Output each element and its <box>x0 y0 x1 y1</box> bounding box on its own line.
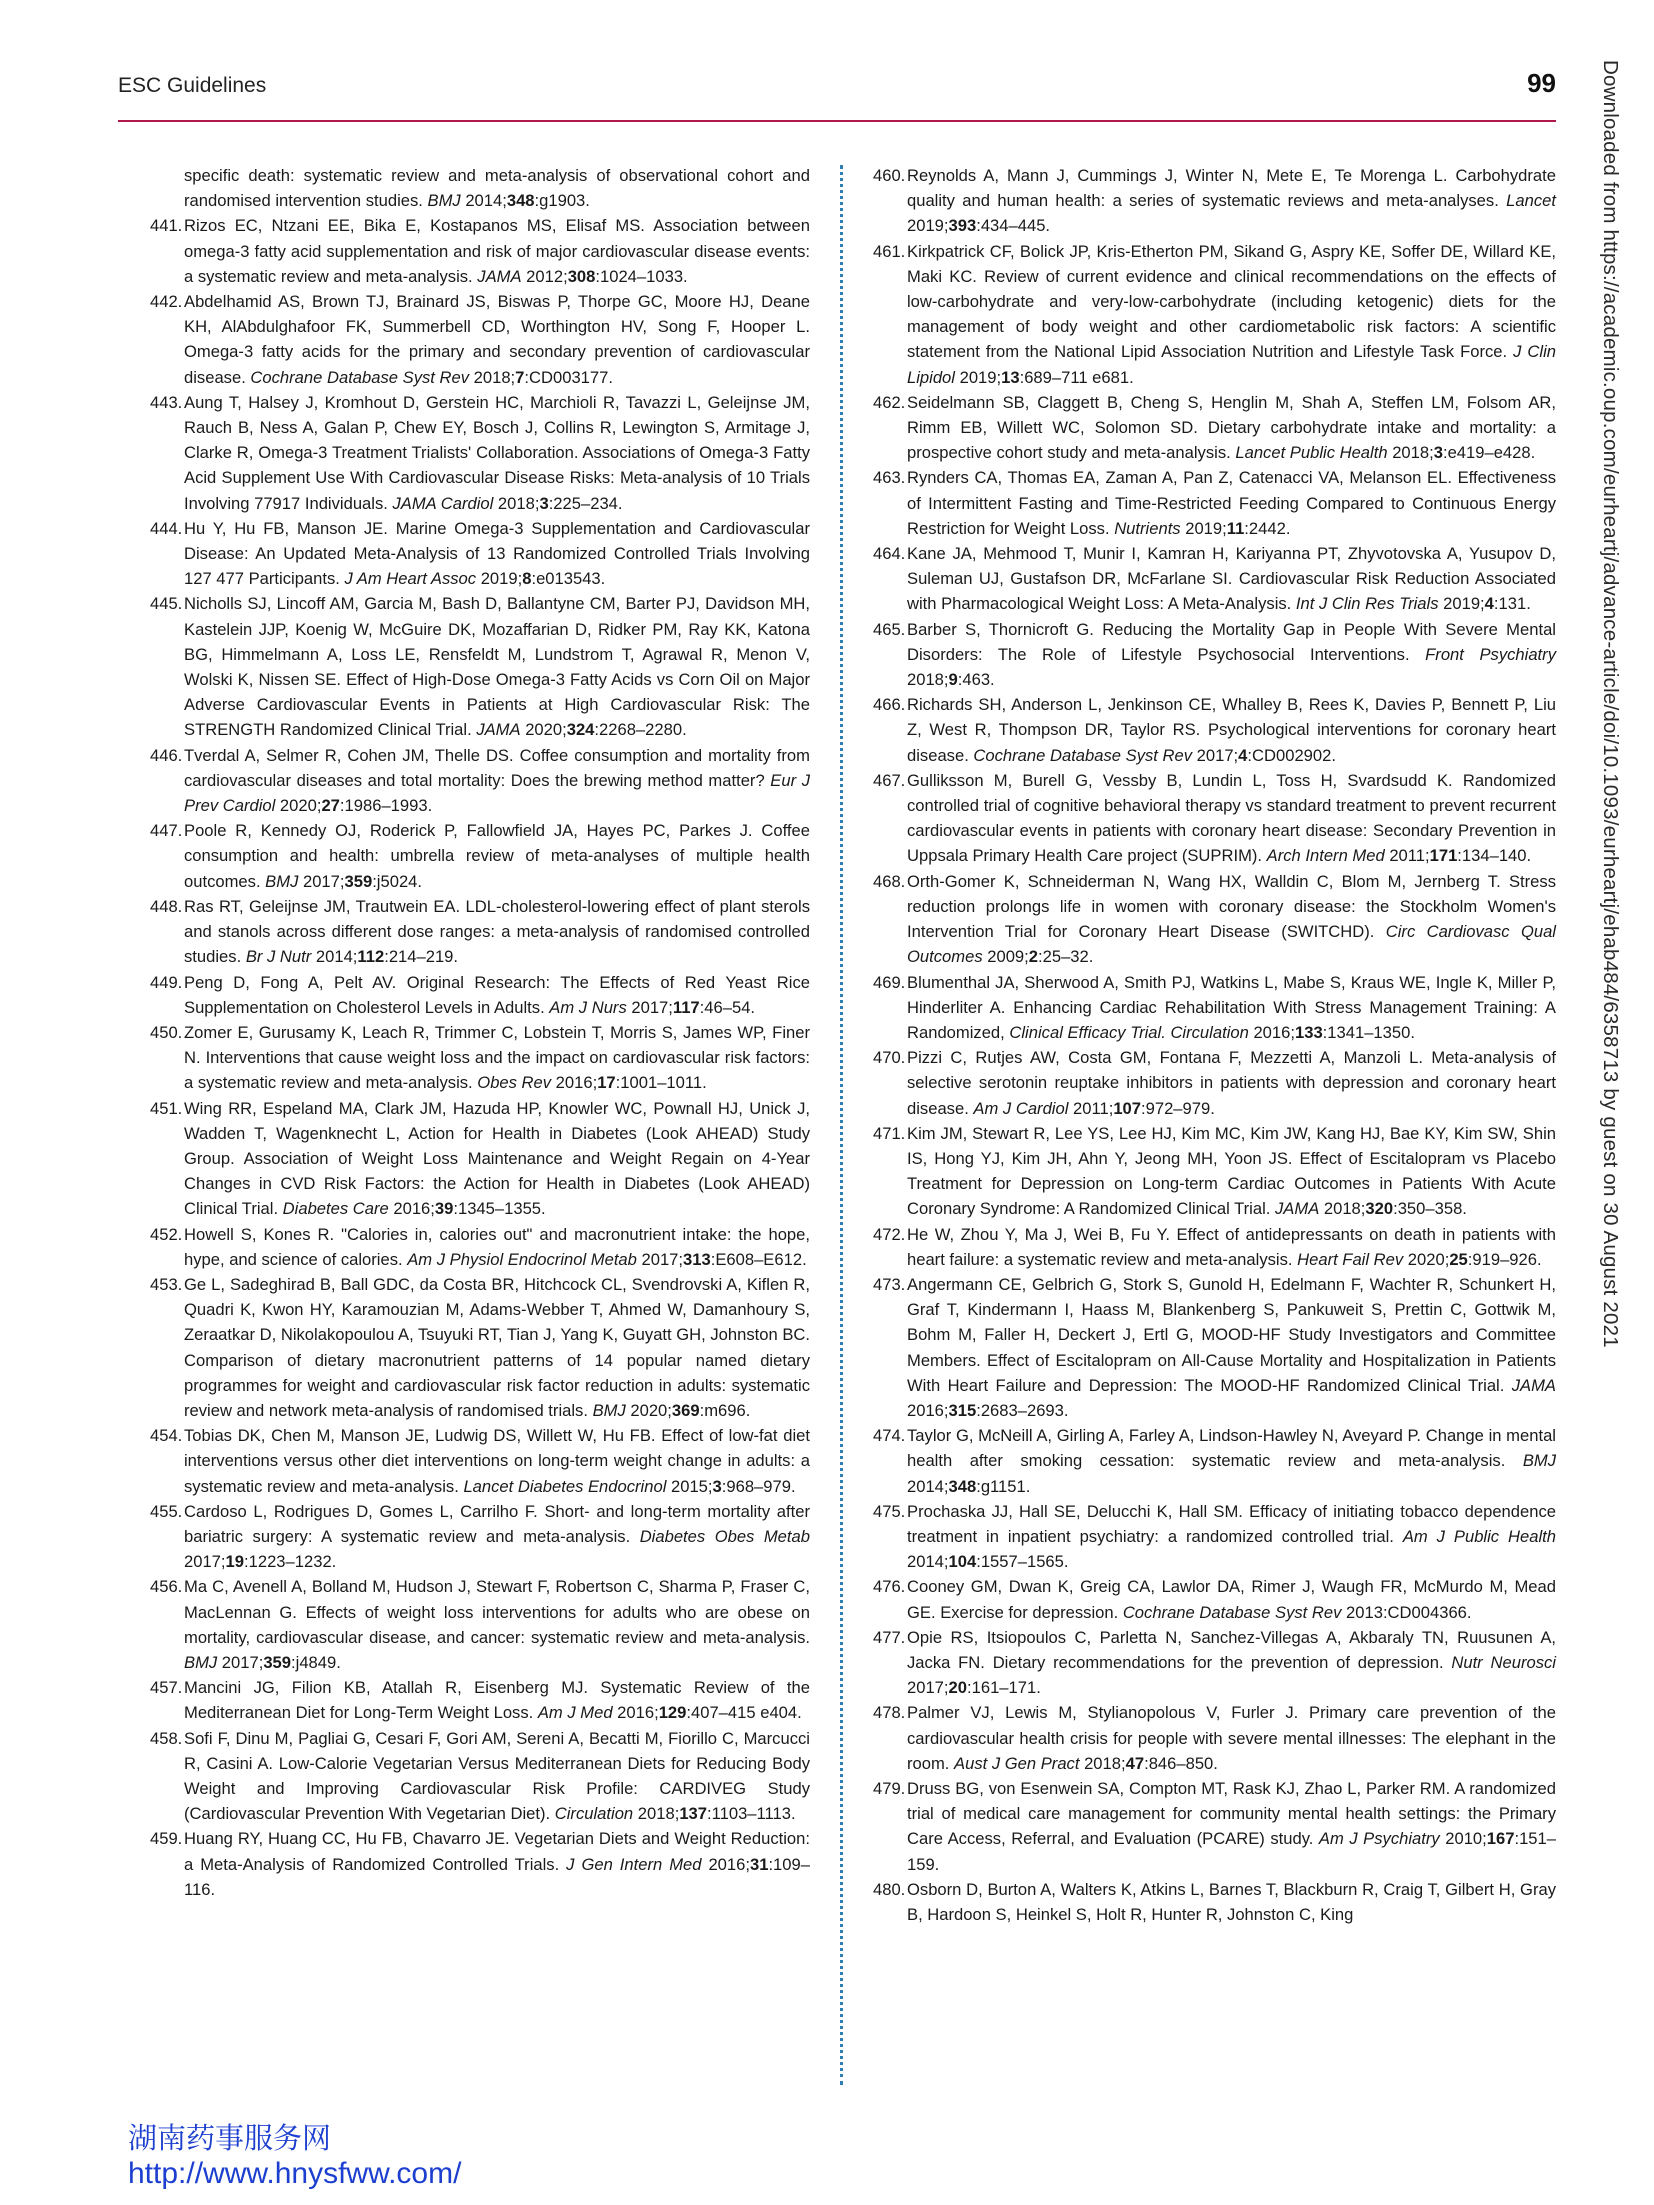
reference-item <box>873 1776 1556 1877</box>
reference-number: 450. <box>150 1022 183 1042</box>
reference-item <box>150 1826 810 1902</box>
reference-item <box>873 390 1556 466</box>
reference-item <box>150 1423 810 1499</box>
reference-text: Barber S, Thornicroft G. Reducing the Mortality Gap in People With Severe Mental Disorders: The Role of Lifestyle Psychosocial Interventions. Front Psychiatry 2018;9:463. <box>907 619 1556 690</box>
reference-item <box>150 1096 810 1222</box>
reference-number: 467. <box>873 770 906 790</box>
reference-text: Palmer VJ, Lewis M, Stylianopolous V, Furler J. Primary care prevention of the cardiovascular health crisis for people with severe mental illnesses: The elephant in the room. Aust J Gen Pract 2018;47:846–850. <box>907 1703 1556 1773</box>
reference-text: Prochaska JJ, Hall SE, Delucchi K, Hall SM. Efficacy of initiating tobacco dependence treatment in inpatient psychiatry: a randomized controlled trial. Am J Public Health 2014;104:1557–1565. <box>907 1501 1557 1572</box>
reference-text: Richards SH, Anderson L, Jenkinson CE, Whalley B, Rees K, Davies P, Bennett P, Liu Z, West R, Thompson DR, Taylor RS. Psychological interventions for coronary heart disease. Cochrane Database Syst Rev 2017;4:CD002902. <box>907 695 1556 765</box>
reference-text: Huang RY, Huang CC, Hu FB, Chavarro JE. Vegetarian Diets and Weight Reduction: a Meta-Analysis of Randomized Controlled Trials. J Gen Intern Med 2016;31:109–116. <box>184 1829 810 1899</box>
reference-text: Druss BG, von Esenwein SA, Compton MT, Rask KJ, Zhao L, Parker RM. A randomized trial of medical care management for community mental health settings: the Primary Care Access, Referral, and Evaluation (PCARE) study. Am J Psychiatry 2010;167:151–159. <box>907 1779 1556 1874</box>
reference-item <box>873 1423 1556 1499</box>
reference-item <box>873 1700 1556 1776</box>
reference-number: 464. <box>873 544 906 564</box>
reference-item <box>873 163 1556 239</box>
reference-number: 477. <box>873 1627 906 1647</box>
reference-number: 452. <box>150 1224 183 1244</box>
reference-item <box>873 617 1556 693</box>
reference-text: Peng D, Fong A, Pelt AV. Original Research: The Effects of Red Yeast Rice Supplementation on Cholesterol Levels in Adults. Am J Nurs 2017;117:46–54. <box>184 972 810 1017</box>
reference-column-right <box>873 163 1556 1927</box>
reference-number: 454. <box>150 1426 183 1446</box>
reference-number: 453. <box>150 1274 183 1294</box>
reference-item <box>873 768 1556 869</box>
reference-number: 442. <box>150 292 183 312</box>
journal-name: ESC Guidelines <box>118 74 267 97</box>
reference-text: Orth-Gomer K, Schneiderman N, Wang HX, Walldin C, Blom M, Jernberg T. Stress reduction prolongs life in women with coronary disease: the Stockholm Women's Intervention Trial for Coronary Heart Disease (SWITCHD). Circ Cardiovasc Qual Outcomes 2009;2:25–32. <box>907 871 1556 967</box>
reference-text: Gulliksson M, Burell G, Vessby B, Lundin L, Toss H, Svardsudd K. Randomized controlled trial of cognitive behavioral therapy vs standard treatment to prevent recurrent cardiovascular events in patients with coronary heart disease: Secondary Prevention in Uppsala Primary Health Care project (SUPRIM). Arch Intern Med 2011;171:134–140. <box>907 770 1556 866</box>
reference-text: Osborn D, Burton A, Walters K, Atkins L, Barnes T, Blackburn R, Craig T, Gilbert H, Gray B, Hardoon S, Heinkel S, Holt R, Hunter R, Johnston C, King <box>907 1879 1556 1925</box>
reference-text: specific death: systematic review and meta-analysis of observational cohort and randomised intervention studies. BMJ 2014;348:g1903. <box>184 166 810 211</box>
reference-text: Kane JA, Mehmood T, Munir I, Kamran H, Kariyanna PT, Zhyvotovska A, Yusupov D, Suleman UJ, Gustafson DR, McFarlane SI. Cardiovascular Risk Reduction Associated with Pharmacological Weight Loss: A Meta-Analysis. Int J Clin Res Trials 2019;4:131. <box>907 544 1556 614</box>
reference-item <box>873 1574 1556 1624</box>
reference-number: 448. <box>150 896 183 916</box>
reference-item <box>873 1222 1556 1272</box>
reference-item <box>873 541 1556 617</box>
reference-item <box>873 239 1556 390</box>
reference-text: Tobias DK, Chen M, Manson JE, Ludwig DS, Willett W, Hu FB. Effect of low-fat diet interventions versus other diet interventions on long-term weight change in adults: a systematic review and meta-analysis. Lancet Diabetes Endocrinol 2015;3:968–979. <box>184 1426 810 1496</box>
reference-text: Zomer E, Gurusamy K, Leach R, Trimmer C, Lobstein T, Morris S, James WP, Finer N. Interventions that cause weight loss and the impact on cardiovascular risk factors: a systematic review and meta-analysis. Obes Rev 2016;17:1001–1011. <box>184 1022 810 1093</box>
reference-text: He W, Zhou Y, Ma J, Wei B, Fu Y. Effect of antidepressants on death in patients with heart failure: a systematic review and meta-analysis. Heart Fail Rev 2020;25:919–926. <box>907 1224 1556 1269</box>
reference-number: 457. <box>150 1678 183 1698</box>
reference-item <box>873 970 1556 1046</box>
reference-column-left <box>150 163 810 1902</box>
reference-number: 455. <box>150 1501 183 1521</box>
reference-item <box>150 1020 810 1096</box>
reference-item <box>150 1574 810 1675</box>
reference-text: Sofi F, Dinu M, Pagliai G, Cesari F, Gori AM, Sereni A, Becatti M, Fiorillo C, Marcucci R, Casini A. Low-Calorie Vegetarian Versus Mediterranean Diets for Reducing Body Weight and Improving Cardiovascular Risk Profile: CARDIVEG Study (Cardiovascular Prevention With Vegetarian Diet). Circulation 2018;137:1103–1113. <box>184 1728 810 1824</box>
reference-number: 462. <box>873 392 906 412</box>
header-rule <box>118 120 1556 122</box>
reference-item <box>150 213 810 289</box>
reference-number: 446. <box>150 745 183 765</box>
reference-number: 471. <box>873 1123 906 1143</box>
reference-item <box>150 163 810 213</box>
reference-item <box>150 970 810 1020</box>
column-divider <box>840 165 843 2085</box>
reference-item <box>150 390 810 516</box>
reference-number: 459. <box>150 1829 183 1849</box>
reference-item <box>150 1222 810 1272</box>
reference-number: 461. <box>873 241 906 261</box>
page-number: 99 <box>1527 68 1556 98</box>
reference-number: 465. <box>873 619 906 639</box>
reference-item <box>873 465 1556 541</box>
reference-text: Nicholls SJ, Lincoff AM, Garcia M, Bash D, Ballantyne CM, Barter PJ, Davidson MH, Kastelein JJP, Koenig W, McGuire DK, Mozaffarian D, Ridker PM, Ray KK, Katona BG, Himmelmann A, Loss LE, Rensfeldt M, Lundstrom T, Agrawal R, Menon V, Wolski K, Nissen SE. Effect of High-Dose Omega-3 Fatty Acids vs Corn Oil on Major Adverse Cardiovascular Events in Patients at High Cardiovascular Risk: The STRENGTH Randomized Clinical Trial. JAMA 2020;324:2268–2280. <box>184 594 810 740</box>
reference-number: 456. <box>150 1577 183 1597</box>
reference-item <box>150 1675 810 1725</box>
reference-number: 473. <box>873 1274 906 1294</box>
reference-text: Abdelhamid AS, Brown TJ, Brainard JS, Biswas P, Thorpe GC, Moore HJ, Deane KH, AlAbdulghafoor FK, Summerbell CD, Worthington HV, Song F, Hooper L. Omega-3 fatty acids for the primary and secondary prevention of cardiovascular disease. Cochrane Database Syst Rev 2018;7:CD003177. <box>184 292 810 387</box>
reference-number: 445. <box>150 594 183 614</box>
reference-text: Kim JM, Stewart R, Lee YS, Lee HJ, Kim MC, Kim JW, Kang HJ, Bae KY, Kim SW, Shin IS, Hong YJ, Kim JH, Ahn Y, Jeong MH, Yoon JS. Effect of Escitalopram vs Placebo Treatment for Depression on Long-term Cardiac Outcomes in Patients With Acute Coronary Syndrome: A Randomized Clinical Trial. JAMA 2018;320:350–358. <box>907 1123 1556 1219</box>
reference-item <box>150 516 810 592</box>
reference-text: Pizzi C, Rutjes AW, Costa GM, Fontana F, Mezzetti A, Manzoli L. Meta-analysis of selective serotonin reuptake inhibitors in patients with depression and coronary heart disease. Am J Cardiol 2011;107:972–979. <box>907 1048 1556 1118</box>
reference-item <box>873 1121 1556 1222</box>
reference-number: 447. <box>150 821 183 841</box>
reference-item <box>873 869 1556 970</box>
watermark-url: http://www.hnysfww.com/ <box>128 2157 462 2190</box>
reference-number: 479. <box>873 1779 906 1798</box>
reference-number: 449. <box>150 972 183 992</box>
reference-item <box>873 1045 1556 1121</box>
reference-number: 463. <box>873 468 906 488</box>
reference-text: Seidelmann SB, Claggett B, Cheng S, Henglin M, Shah A, Steffen LM, Folsom AR, Rimm EB, Willett WC, Solomon SD. Dietary carbohydrate intake and mortality: a prospective cohort study and meta-analysis. Lancet Public Health 2018;3:e419–e428. <box>907 392 1556 463</box>
reference-item <box>873 1625 1556 1701</box>
reference-number: 476. <box>873 1577 906 1597</box>
reference-text: Mancini JG, Filion KB, Atallah R, Eisenberg MJ. Systematic Review of the Mediterranean Diet for Long-Term Weight Loss. Am J Med 2016;129:407–415 e404. <box>184 1678 810 1723</box>
reference-text: Cooney GM, Dwan K, Greig CA, Lawlor DA, Rimer J, Waugh FR, McMurdo M, Mead GE. Exercise for depression. Cochrane Database Syst Rev 2013:CD004366. <box>907 1577 1556 1622</box>
reference-text: Taylor G, McNeill A, Girling A, Farley A, Lindson-Hawley N, Aveyard P. Change in mental health after smoking cessation: systematic review and meta-analysis. BMJ 2014;348:g1151. <box>907 1426 1556 1496</box>
download-notice <box>1600 60 1644 1820</box>
reference-item <box>150 289 810 390</box>
reference-item <box>873 1877 1556 1927</box>
reference-text: Wing RR, Espeland MA, Clark JM, Hazuda HP, Knowler WC, Pownall HJ, Unick J, Wadden T, Wagenknecht L, Action for Health in Diabetes (Look AHEAD) Study Group. Association of Weight Loss Maintenance and Weight Regain on 4-Year Changes in CVD Risk Factors: the Action for Health in Diabetes (Look AHEAD) Clinical Trial. Diabetes Care 2016;39:1345–1355. <box>184 1098 810 1219</box>
reference-number: 469. <box>873 972 906 992</box>
reference-text: Aung T, Halsey J, Kromhout D, Gerstein HC, Marchioli R, Tavazzi L, Geleijnse JM, Rauch B, Ness A, Galan P, Chew EY, Bosch J, Collins R, Lewington S, Armitage J, Clarke R, Omega-3 Treatment Trialists' Collaboration. Associations of Omega-3 Fatty Acid Supplement Use With Cardiovascular Disease Risks: Meta-analysis of 10 Trials Involving 77917 Individuals. JAMA Cardiol 2018;3:225–234. <box>184 392 810 513</box>
download-notice-text: Downloaded from https://academic.oup.com/eurheartj/advance-article/doi/10.1093/eurheartj/ehab484/6358713 by guest on 30 August 2021 <box>1599 60 1622 1348</box>
reference-item <box>150 1499 810 1575</box>
reference-item <box>873 1499 1556 1575</box>
reference-text: Angermann CE, Gelbrich G, Stork S, Gunold H, Edelmann F, Wachter R, Schunkert H, Graf T, Kindermann I, Haass M, Blankenberg S, Pankuweit S, Prettin C, Gottwik M, Bohm M, Faller H, Deckert J, Ertl G, MOOD-HF Study Investigators and Committee Members. Effect of Escitalopram on All-Cause Mortality and Hospitalization in Patients With Heart Failure and Depression: The MOOD-HF Randomized Clinical Trial. JAMA 2016;315:2683–2693. <box>907 1274 1556 1420</box>
reference-number: 443. <box>150 392 183 412</box>
reference-number: 468. <box>873 871 906 891</box>
reference-text: Rizos EC, Ntzani EE, Bika E, Kostapanos MS, Elisaf MS. Association between omega-3 fatty acid supplementation and risk of major cardiovascular disease events: a systematic review and meta-analysis. JAMA 2012;308:1024–1033. <box>184 216 810 286</box>
reference-item <box>873 1272 1556 1423</box>
reference-text: Rynders CA, Thomas EA, Zaman A, Pan Z, Catenacci VA, Melanson EL. Effectiveness of Intermittent Fasting and Time-Restricted Feeding Compared to Continuous Energy Restriction for Weight Loss. Nutrients 2019;11:2442. <box>907 468 1556 538</box>
reference-item <box>150 894 810 970</box>
page-header <box>118 66 1556 122</box>
reference-number: 474. <box>873 1426 906 1446</box>
reference-item <box>150 591 810 742</box>
reference-item <box>873 692 1556 768</box>
reference-number: 480. <box>873 1879 906 1899</box>
reference-text: Poole R, Kennedy OJ, Roderick P, Fallowfield JA, Hayes PC, Parkes J. Coffee consumption and health: umbrella review of meta-analyses of multiple health outcomes. BMJ 2017;359:j5024. <box>184 821 810 891</box>
reference-text: Ge L, Sadeghirad B, Ball GDC, da Costa BR, Hitchcock CL, Svendrovski A, Kiflen R, Quadri K, Kwon HY, Karamouzian M, Adams-Webber T, Ahmed W, Damanhoury S, Zeraatkar D, Nikolakopoulou A, Tsuyuki RT, Tian J, Yang K, Guyatt GH, Johnston BC. Comparison of dietary macronutrient patterns of 14 popular named dietary programmes for weight and cardiovascular risk factor reduction in adults: systematic review and network meta-analysis of randomised trials. BMJ 2020;369:m696. <box>184 1274 810 1420</box>
watermark-title: 湖南药事服务网 <box>128 2121 332 2155</box>
reference-item <box>150 1726 810 1827</box>
reference-number: 466. <box>873 695 906 715</box>
reference-number: 444. <box>150 518 183 538</box>
reference-item <box>150 818 810 894</box>
reference-text: Ma C, Avenell A, Bolland M, Hudson J, Stewart F, Robertson C, Sharma P, Fraser C, MacLennan G. Effects of weight loss interventions for adults who are obese on mortality, cardiovascular disease, and cancer: systematic review and meta-analysis. BMJ 2017;359:j4849. <box>184 1577 810 1672</box>
reference-text: Opie RS, Itsiopoulos C, Parletta N, Sanchez-Villegas A, Akbaraly TN, Ruusunen A, Jacka FN. Dietary recommendations for the prevention of depression. Nutr Neurosci 2017;20:161–171. <box>907 1627 1556 1698</box>
reference-number: 458. <box>150 1728 183 1748</box>
reference-number: 472. <box>873 1224 906 1244</box>
reference-number: 460. <box>873 166 906 185</box>
watermark <box>128 2120 461 2192</box>
reference-text: Kirkpatrick CF, Bolick JP, Kris-Etherton PM, Sikand G, Aspry KE, Soffer DE, Willard KE, Maki KC. Review of current evidence and clinical recommendations on the effects of low-carbohydrate and very-low-carbohydrate (including ketogenic) diets for the management of body weight and other cardiometabolic risk factors: A scientific statement from the National Lipid Association Nutrition and Lifestyle Task Force. J Clin Lipidol 2019;13:689–711 e681. <box>907 241 1556 387</box>
reference-number: 470. <box>873 1048 906 1068</box>
reference-text: Howell S, Kones R. "Calories in, calories out" and macronutrient intake: the hope, hype, and science of calories. Am J Physiol Endocrinol Metab 2017;313:E608–E612. <box>184 1224 810 1269</box>
reference-item <box>150 1272 810 1423</box>
reference-number: 478. <box>873 1703 906 1723</box>
reference-text: Reynolds A, Mann J, Cummings J, Winter N, Mete E, Te Morenga L. Carbohydrate quality and human health: a series of systematic reviews and meta-analyses. Lancet 2019;393:434–445. <box>907 166 1556 236</box>
reference-number: 451. <box>150 1098 183 1118</box>
reference-text: Cardoso L, Rodrigues D, Gomes L, Carrilho F. Short- and long-term mortality after bariatric surgery: A systematic review and meta-analysis. Diabetes Obes Metab 2017;19:1223–1232. <box>184 1501 810 1572</box>
reference-text: Blumenthal JA, Sherwood A, Smith PJ, Watkins L, Mabe S, Kraus WE, Ingle K, Miller P, Hinderliter A. Enhancing Cardiac Rehabilitation With Stress Management Training: A Randomized, Clinical Efficacy Trial. Circulation 2016;133:1341–1350. <box>907 972 1556 1042</box>
reference-text: Hu Y, Hu FB, Manson JE. Marine Omega-3 Supplementation and Cardiovascular Disease: An Updated Meta-Analysis of 13 Randomized Controlled Trials Involving 127 477 Participants. J Am Heart Assoc 2019;8:e013543. <box>184 518 810 589</box>
reference-number: 441. <box>150 216 183 236</box>
reference-text: Tverdal A, Selmer R, Cohen JM, Thelle DS. Coffee consumption and mortality from cardiovascular diseases and total mortality: Does the brewing method matter? Eur J Prev Cardiol 2020;27:1986–1993. <box>184 745 810 816</box>
reference-text: Ras RT, Geleijnse JM, Trautwein EA. LDL-cholesterol-lowering effect of plant sterols and stanols across different dose ranges: a meta-analysis of randomised controlled studies. Br J Nutr 2014;112:214–219. <box>184 896 810 967</box>
reference-number: 475. <box>873 1501 906 1521</box>
reference-item <box>150 743 810 819</box>
